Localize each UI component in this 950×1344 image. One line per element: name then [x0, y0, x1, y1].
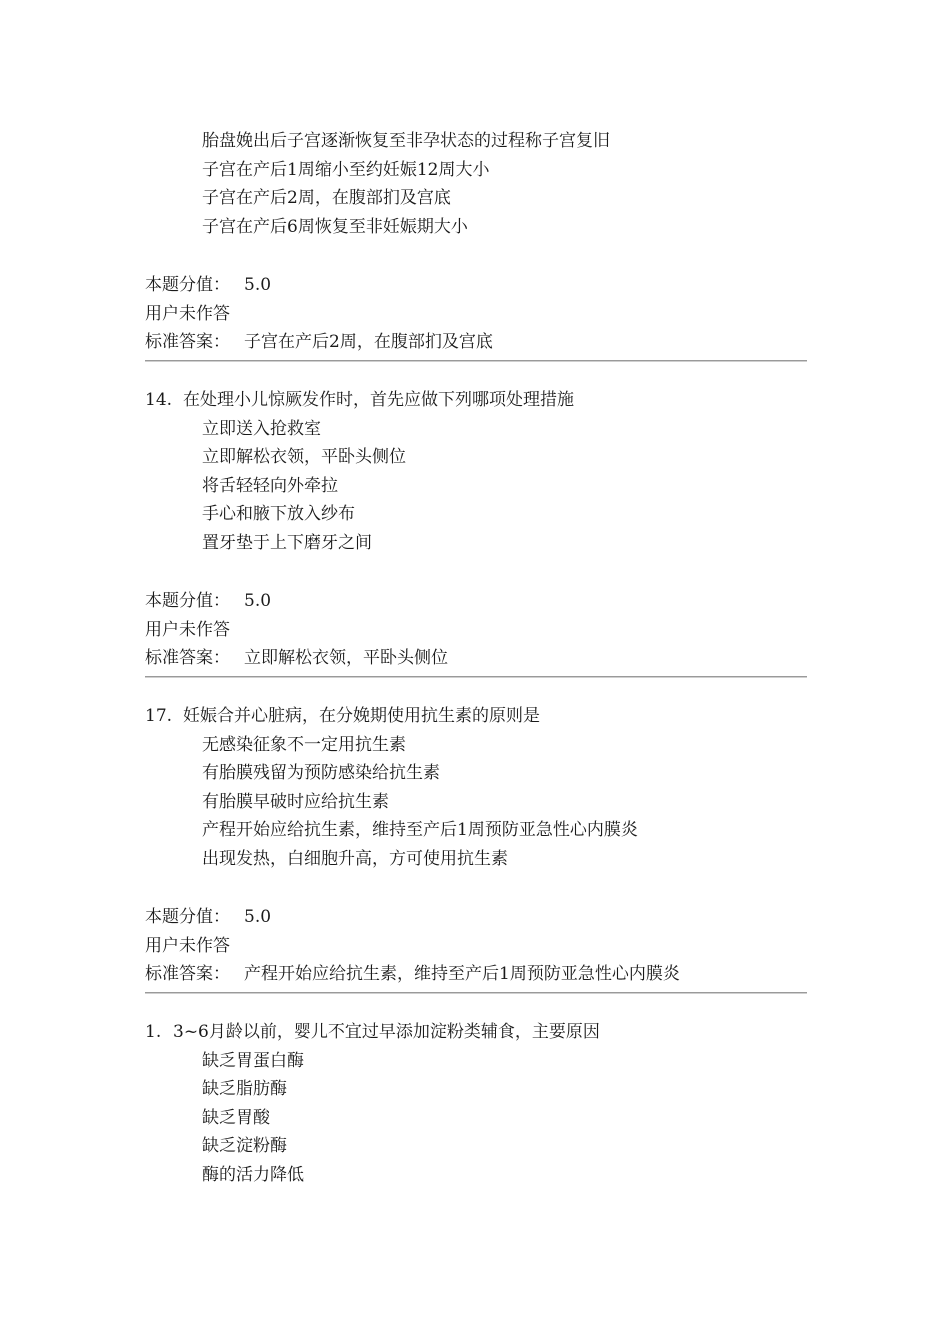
question-title	[145, 1018, 807, 1047]
score-value: 5.0	[244, 591, 272, 611]
question-number: 14.	[145, 390, 173, 410]
option: 酶的活力降低	[202, 1164, 304, 1185]
option: 立即解松衣领，平卧头侧位	[202, 447, 406, 468]
score-label: 本题分值：	[145, 907, 230, 927]
question-number: 1.	[145, 1022, 162, 1042]
option: 子宫在产后6周恢复至非妊娠期大小	[202, 216, 468, 237]
option: 产程开始应给抗生素，维持至产后1周预防亚急性心内膜炎	[202, 820, 638, 841]
option: 缺乏胃酸	[202, 1107, 270, 1128]
question-divider	[145, 676, 807, 678]
answer-value: 产程开始应给抗生素，维持至产后1周预防亚急性心内膜炎	[244, 964, 680, 985]
option: 子宫在产后2周，在腹部扪及宫底	[202, 188, 451, 209]
question-block-17	[145, 702, 807, 874]
question-block-1	[145, 1018, 807, 1190]
question-title	[145, 702, 807, 731]
question-divider	[145, 992, 807, 994]
question-text: 3~6月龄以前，婴儿不宜过早添加淀粉类辅食，主要原因	[173, 1022, 600, 1042]
option: 手心和腋下放入纱布	[202, 504, 355, 525]
score-row	[145, 587, 807, 616]
option: 无感染征象不一定用抗生素	[202, 734, 406, 755]
question-number: 17.	[145, 706, 173, 726]
answer-row	[145, 328, 807, 357]
score-row	[145, 271, 807, 300]
option: 有胎膜早破时应给抗生素	[202, 791, 389, 812]
option: 子宫在产后1周缩小至约妊娠12周大小	[202, 159, 490, 180]
score-value: 5.0	[244, 275, 272, 295]
question-block-uterine-involution	[145, 127, 807, 241]
question-text: 妊娠合并心脏病，在分娩期使用抗生素的原则是	[183, 706, 540, 726]
option: 缺乏胃蛋白酶	[202, 1050, 304, 1071]
answer-status: 用户未作答	[145, 935, 230, 956]
option: 将舌轻轻向外牵拉	[202, 475, 338, 496]
option: 置牙垫于上下磨牙之间	[202, 532, 372, 553]
question-text: 在处理小儿惊厥发作时，首先应做下列哪项处理措施	[183, 390, 574, 410]
score-value: 5.0	[244, 907, 272, 927]
answer-label: 标准答案：	[145, 332, 230, 353]
answer-row	[145, 644, 807, 673]
question-divider	[145, 360, 807, 362]
option: 缺乏淀粉酶	[202, 1136, 287, 1157]
option: 胎盘娩出后子宫逐渐恢复至非孕状态的过程称子宫复旧	[202, 131, 610, 151]
answer-label: 标准答案：	[145, 964, 230, 985]
option: 出现发热，白细胞升高，方可使用抗生素	[202, 848, 508, 869]
answer-value: 立即解松衣领，平卧头侧位	[244, 648, 448, 669]
answer-row	[145, 960, 807, 989]
question-block-14	[145, 386, 807, 558]
score-row	[145, 903, 807, 932]
question-meta	[145, 271, 807, 357]
option: 缺乏脂肪酶	[202, 1079, 287, 1100]
answer-status: 用户未作答	[145, 619, 230, 640]
score-label: 本题分值：	[145, 275, 230, 295]
question-meta	[145, 903, 807, 989]
answer-value: 子宫在产后2周，在腹部扪及宫底	[244, 332, 493, 353]
question-meta	[145, 587, 807, 673]
answer-label: 标准答案：	[145, 648, 230, 669]
option: 有胎膜残留为预防感染给抗生素	[202, 763, 440, 784]
option: 立即送入抢救室	[202, 418, 321, 439]
question-title	[145, 386, 807, 415]
score-label: 本题分值：	[145, 591, 230, 611]
answer-status: 用户未作答	[145, 303, 230, 324]
